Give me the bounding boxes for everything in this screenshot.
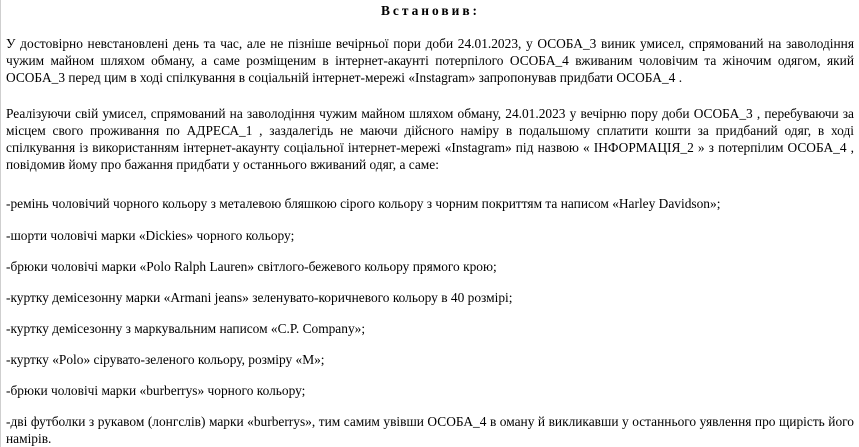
document-heading: Встановив: <box>380 3 481 18</box>
list-item: -куртку демісезонну з маркувальним написом «C.P. Company»; <box>6 321 366 336</box>
list-item: -шорти чоловічі марки «Dickies» чорного кольору; <box>6 228 295 243</box>
paragraph-details: Реалізуючи свій умисел, спрямований на заволодіння чужим майном шляхом обману, 24.01.2023 у вечірню пору доби ОСОБА_3 , перебуваючи за місцем свого проживання по АДРЕСА_1 , заздалегідь не маючи дійсного наміру в подальшому сплатити кошти за придбаний одяг, в ході спілкування із використанням інтернет-акаунту соціальної інтернет-мережі «Instagram» під назвою « ІНФОРМАЦІЯ_2 » з потерпілим ОСОБА_4 , повідомив йому про бажання придбати у останнього вживаний одяг, а саме: <box>6 106 854 172</box>
list-item: -куртку «Polo» сірувато-зеленого кольору, розміру «M»; <box>6 352 325 367</box>
list-item: -дві футболки з рукавом (лонгслів) марки «burberrys», тим самим увівши ОСОБА_4 в оману й викликавши у останнього уявлення про щирість його намірів. <box>6 414 854 446</box>
paragraph-intro: У достовірно невстановлені день та час, але не пізніше вечірньої пори доби 24.01.2023, у ОСОБА_3 виник умисел, спрямований на заволодіння чужим майном шляхом обману, а саме розміщеним в інтернет-акаунті потерпілого ОСОБА_4 вживаним чоловічим та жіночим одягом, який ОСОБА_3 перед цим в ході спілкування в соціальній інтернет-мережі «Instagram» запропонував придбати ОСОБА_4 . <box>6 36 854 85</box>
list-item: -ремінь чоловічий чорного кольору з металевою бляшкою сірого кольору з чорним покриттям та написом «Harley Davidson»; <box>6 196 721 211</box>
list-item: -куртку демісезонну марки «Armani jeans» зеленувато-коричневого кольору в 40 розмірі; <box>6 290 513 305</box>
list-item: -брюки чоловічі марки «Polo Ralph Lauren» світлого-бежевого кольору прямого крою; <box>6 259 497 274</box>
list-item: -брюки чоловічі марки «burberrys» чорного кольору; <box>6 383 306 398</box>
